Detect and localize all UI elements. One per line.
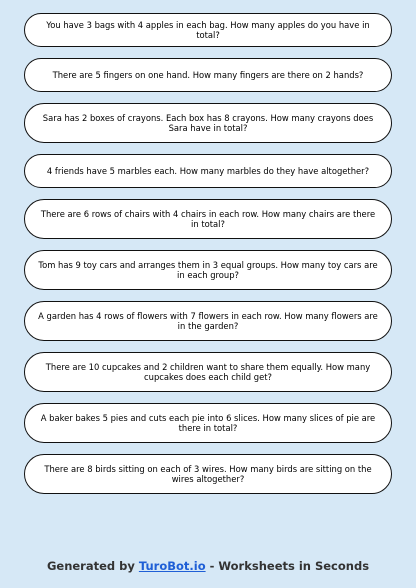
question-text: There are 6 rows of chairs with 4 chairs in each row. How many chairs are there in total? (40, 208, 376, 229)
question-box (24, 454, 392, 494)
question-text: 4 friends have 5 marbles each. How many marbles do they have altogether? (46, 165, 370, 176)
footer-suffix: - Worksheets in Seconds (205, 559, 370, 573)
footer (0, 559, 416, 573)
question-box (24, 403, 392, 443)
question-box (24, 154, 392, 188)
question-box (24, 352, 392, 392)
question-box (24, 13, 392, 47)
footer-prefix: Generated by (46, 559, 139, 573)
question-box (24, 199, 392, 239)
turobot-link[interactable]: TuroBot.io (138, 559, 206, 573)
question-box (24, 301, 392, 341)
question-text: Tom has 9 toy cars and arranges them in 3 equal groups. How many toy cars are in each group? (38, 259, 378, 280)
question-text: You have 3 bags with 4 apples in each bag. How many apples do you have in total? (46, 19, 370, 40)
question-box (24, 103, 392, 143)
question-text: A garden has 4 rows of flowers with 7 flowers in each row. How many flowers are in the garden? (38, 310, 378, 331)
question-list (24, 13, 392, 505)
question-text: Sara has 2 boxes of crayons. Each box has 8 crayons. How many crayons does Sara have in total? (42, 112, 374, 133)
question-box (24, 58, 392, 92)
question-text: A baker bakes 5 pies and cuts each pie into 6 slices. How many slices of pie are there in total? (40, 412, 376, 433)
question-text: There are 5 fingers on one hand. How many fingers are there on 2 hands? (52, 69, 364, 80)
question-box (24, 250, 392, 290)
question-text: There are 8 birds sitting on each of 3 wires. How many birds are sitting on the wires altogether? (44, 463, 372, 484)
question-text: There are 10 cupcakes and 2 children want to share them equally. How many cupcakes does each child get? (45, 361, 371, 382)
